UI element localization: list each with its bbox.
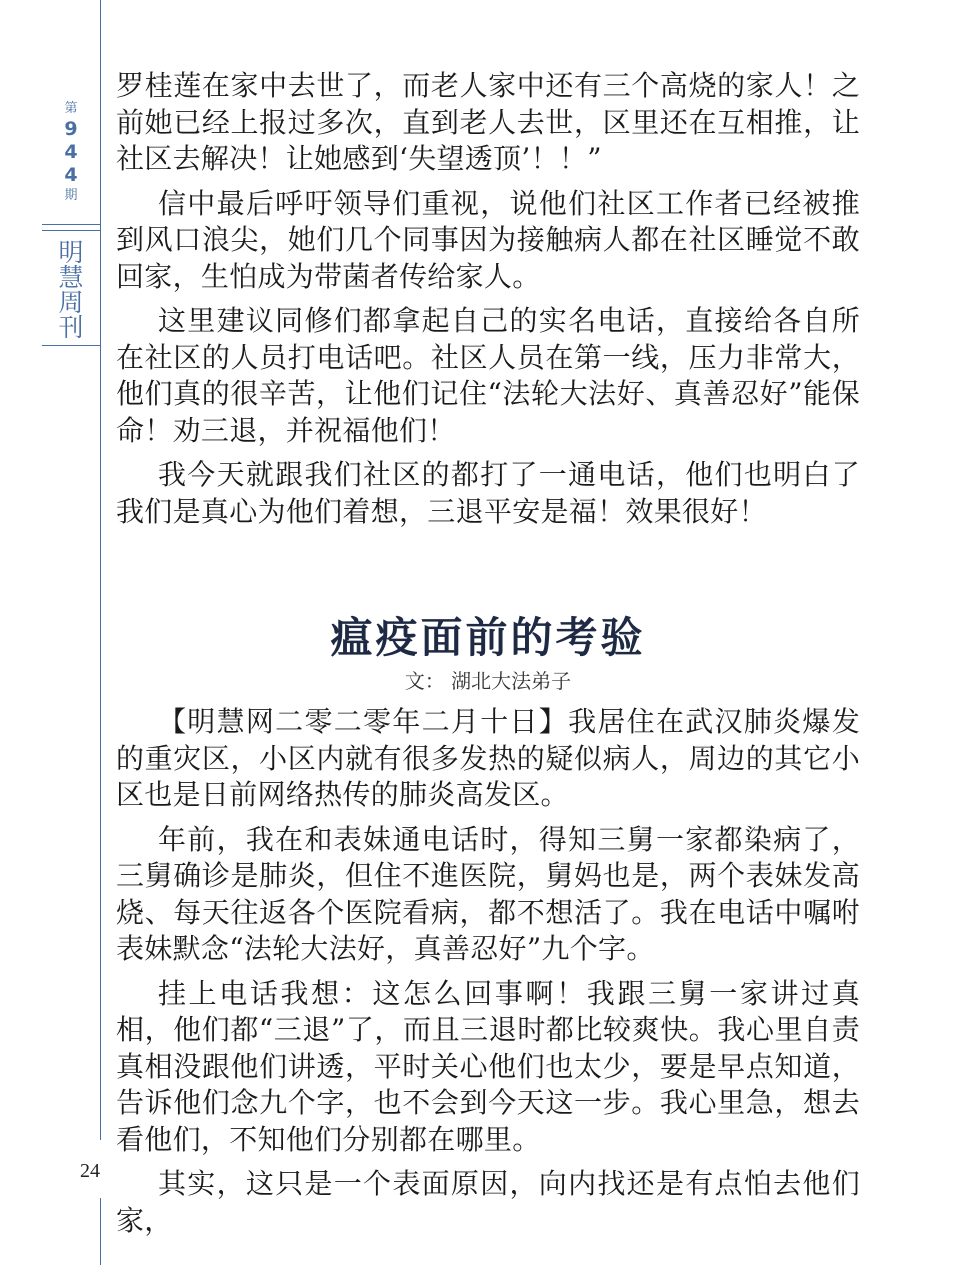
magazine-char: 刊: [58, 313, 84, 342]
body-paragraph: 这里建议同修们都拿起自己的实名电话，直接给各自所在社区的人员打电话吧。社区人员在第一线，压力非常大，他们真的很辛苦，让他们记住“法轮大法好、真善忍好”能保命！劝三退，并祝福他们！: [116, 304, 860, 447]
body-paragraph: 信中最后呼吁领导们重视，说他们社区工作者已经被推到风口浪尖，她们几个同事因为接触病人都在社区睡觉不敢回家，生怕成为带菌者传给家人。: [116, 186, 860, 293]
issue-number-tab: [42, 100, 100, 205]
article-author: 文： 湖北大法弟子: [404, 669, 572, 693]
tab-divider: [42, 345, 100, 346]
body-paragraph: 挂上电话我想：这怎么回事啊！我跟三舅一家讲过真相，他们都“三退”了，而且三退时都比较爽快。我心里自责真相没跟他们讲透，平时关心他们也太少，要是早点知道，告诉他们念九个字，也不会到今天这一步。我心里急，想去看他们，不知他们分别都在哪里。: [116, 976, 860, 1156]
article-title: 瘟疫面前的考验: [330, 613, 646, 662]
body-paragraph: 我今天就跟我们社区的都打了一通电话，他们也明白了我们是真心为他们着想，三退平安是福！效果很好！: [116, 458, 860, 528]
margin-rule: [100, 0, 101, 1140]
tab-divider: [42, 230, 100, 231]
issue-digit: 4: [64, 141, 78, 163]
main-content: [116, 68, 860, 1247]
body-paragraph: 其实，这只是一个表面原因，向内找还是有点怕去他们家，: [116, 1167, 860, 1237]
magazine-char: 明: [58, 238, 84, 267]
issue-digit: 4: [64, 164, 78, 186]
issue-prefix: 第: [64, 101, 78, 116]
magazine-char: 周: [58, 288, 84, 317]
magazine-char: 慧: [58, 263, 84, 292]
issue-digit: 9: [64, 118, 78, 140]
issue-suffix: 期: [64, 188, 78, 203]
page-number: 24: [80, 1160, 100, 1182]
body-paragraph: 年前，我在和表妹通电话时，得知三舅一家都染病了，三舅确诊是肺炎，但住不進医院，舅妈也是，两个表妹发高烧、每天往返各个医院看病，都不想活了。我在电话中嘱咐表妹默念“法轮大法好，真善忍好”九个字。: [116, 822, 860, 965]
magazine-name: [42, 240, 100, 340]
body-paragraph: 【明慧网二零二零年二月十日】我居住在武汉肺炎爆发的重灾区，小区内就有很多发热的疑似病人，周边的其它小区也是日前网络热传的肺炎高发区。: [116, 705, 860, 811]
body-paragraph: 罗桂莲在家中去世了，而老人家中还有三个高烧的家人！之前她已经上报过多次，直到老人去世，区里还在互相推，让社区去解决！让她感到‘失望透顶’！！”: [116, 69, 860, 175]
margin-rule-lower: [100, 1198, 101, 1265]
tab-divider: [42, 224, 100, 225]
